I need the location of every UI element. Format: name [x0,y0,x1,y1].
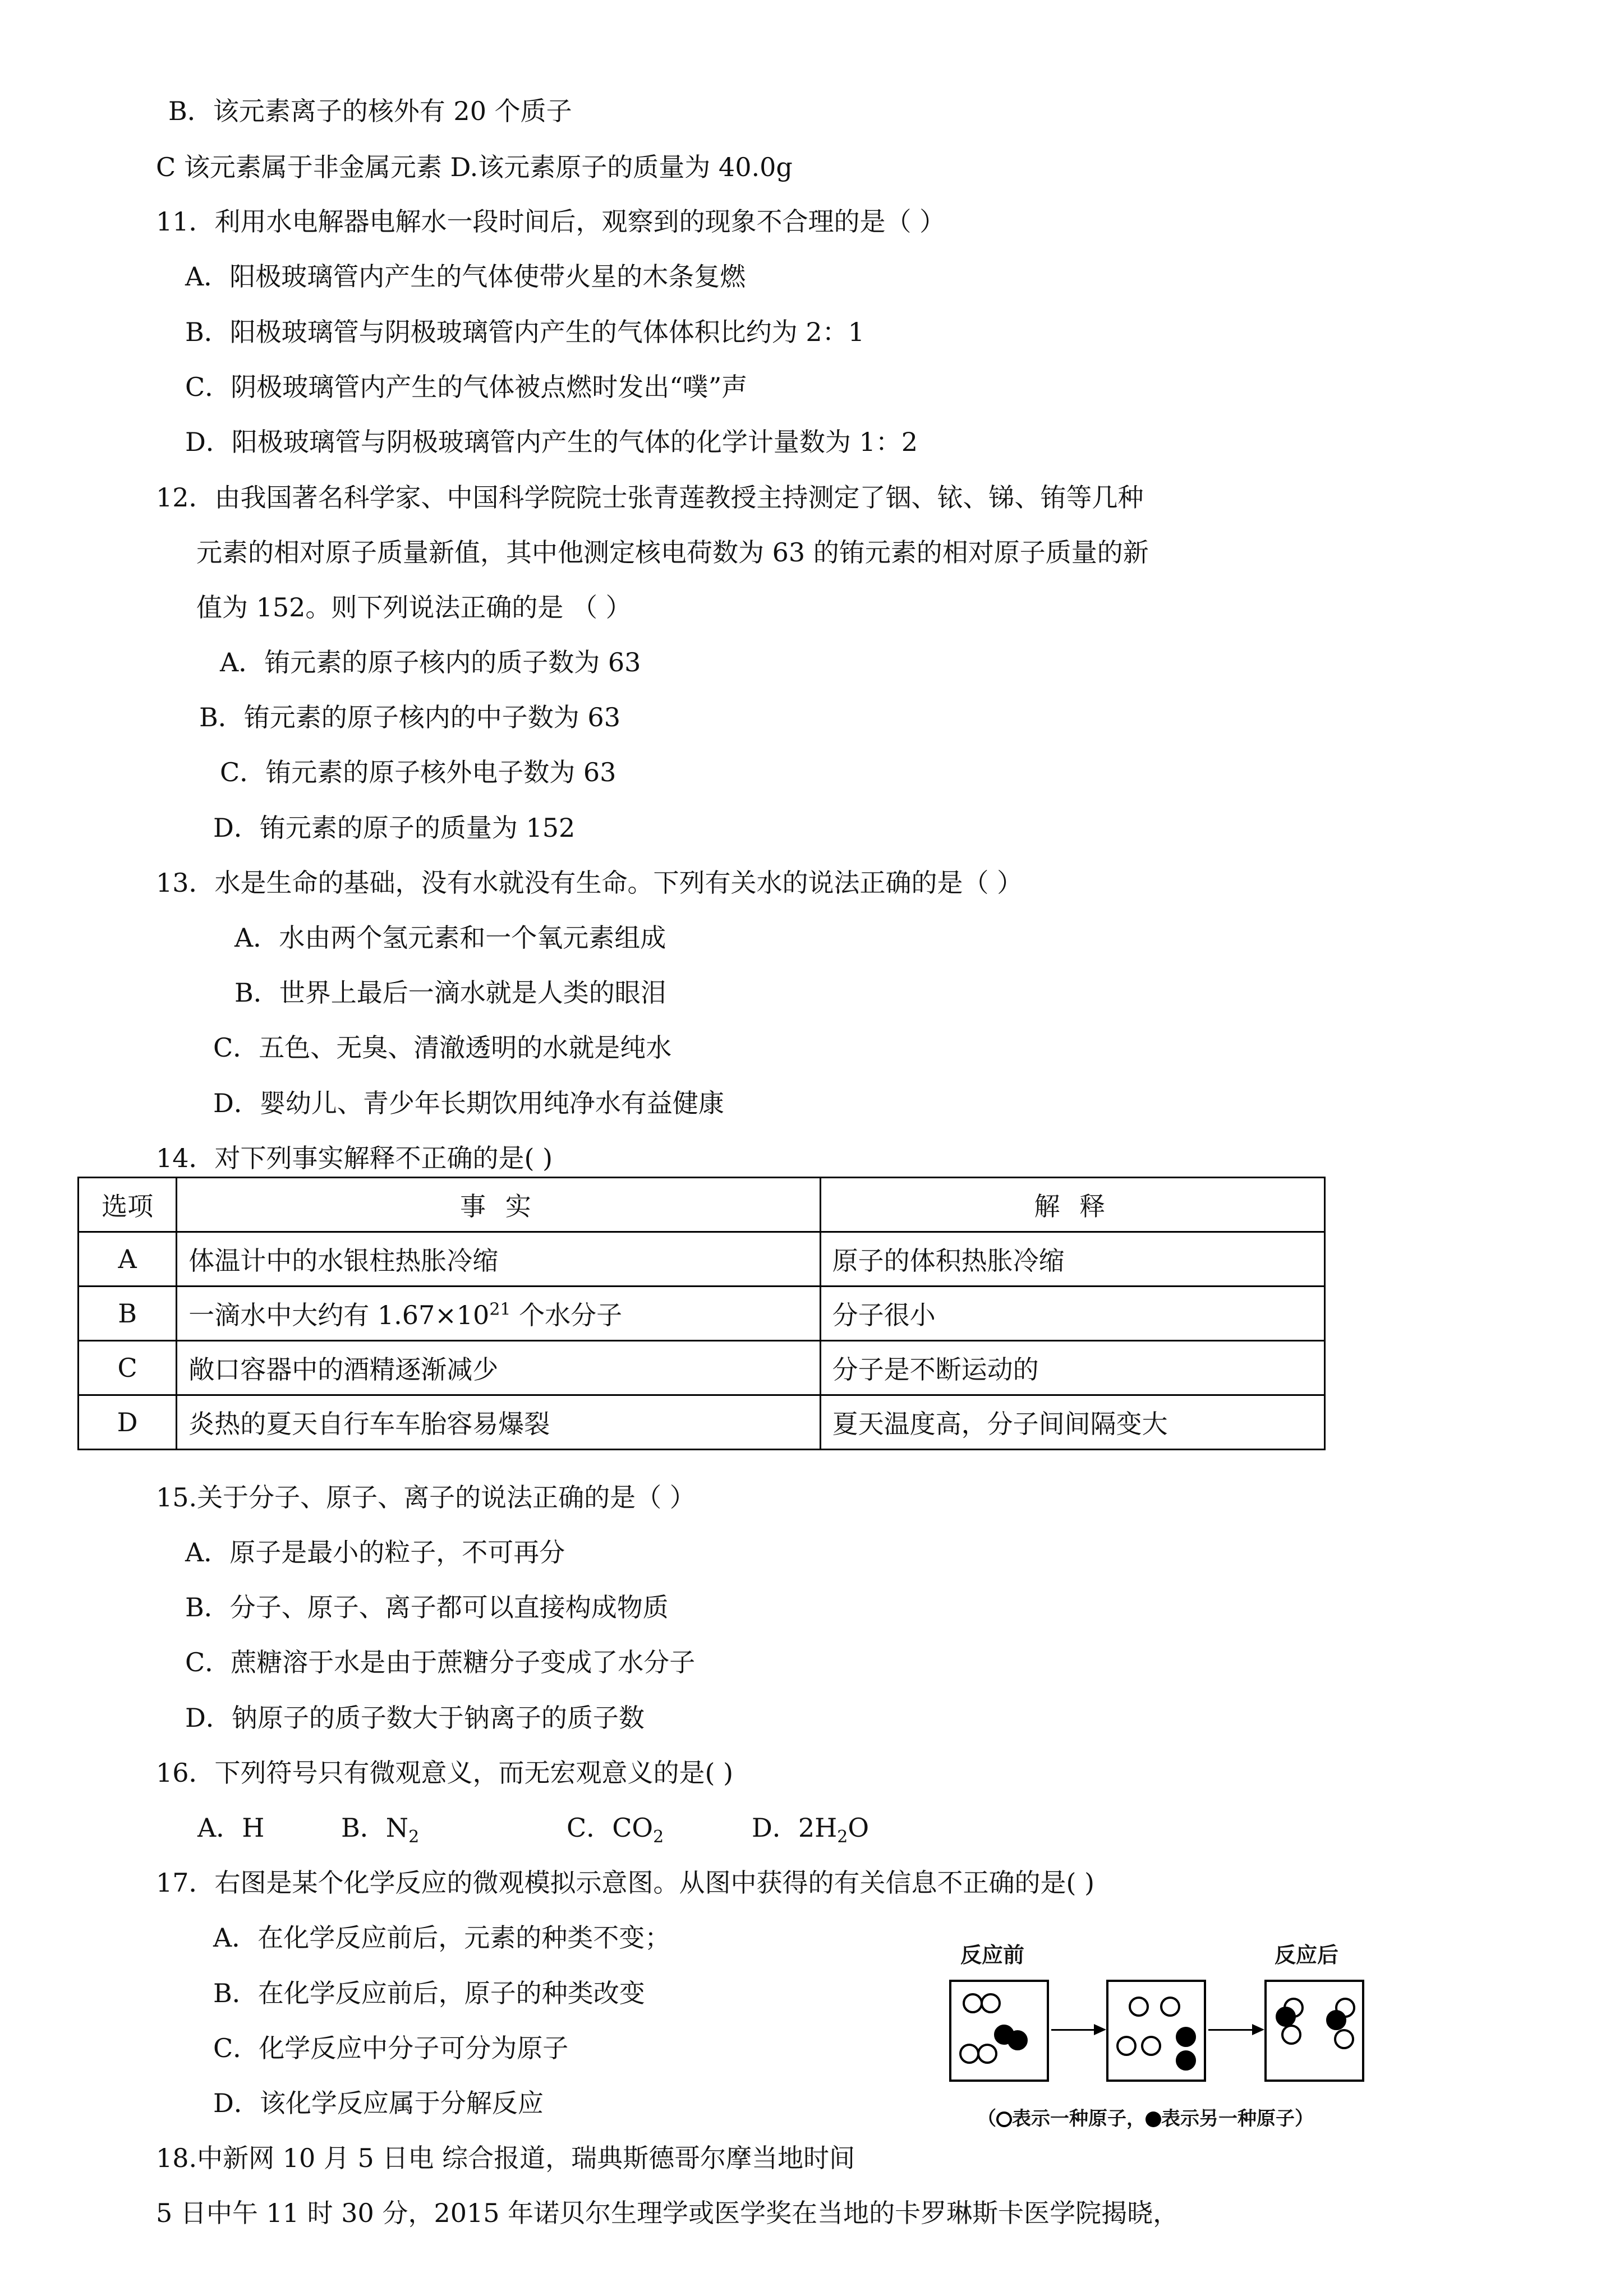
white-atom [1129,1997,1149,2017]
diagram-legend [977,2103,1314,2131]
q12-stem-line1: 12．由我国著名科学家、中国科学院院士张青莲教授主持测定了铟、铱、锑、铕等几种 [156,482,1144,513]
q13-option-a: A．水由两个氢元素和一个氧元素组成 [234,923,666,953]
q16-d-subscript: 2 [837,1827,848,1847]
black-circle-icon [1145,2111,1161,2127]
table-row [79,1287,1325,1341]
q15-option-b: B．分子、原子、离子都可以直接构成物质 [185,1592,669,1622]
q12-stem-line3: 值为 152。则下列说法正确的是 （ ） [196,592,632,623]
q15-option-a: A．原子是最小的粒子，不可再分 [185,1537,565,1567]
white-atom [1334,2029,1354,2049]
white-atom [959,2044,979,2064]
arrow-2-icon [1208,2029,1262,2031]
q17-option-a: A．在化学反应前后，元素的种类不变； [213,1922,671,1953]
black-atom [1326,2010,1346,2030]
q12-option-c: C．铕元素的原子核外电子数为 63 [220,757,617,787]
row-fact [177,1287,820,1341]
black-atom [1176,2027,1196,2047]
box-after [1264,1980,1364,2082]
row-explanation: 分子很小 [820,1287,1324,1341]
q17-stem: 17．右图是某个化学反应的微观模拟示意图。从图中获得的有关信息不正确的是( ) [156,1868,1095,1898]
q15-stem: 15.关于分子、原子、离子的说法正确的是（ ） [156,1482,696,1513]
fact-text-post: 个水分子 [510,1300,623,1330]
row-explanation: 原子的体积热胀冷缩 [820,1232,1324,1287]
legend-open: （ [977,2108,996,2130]
q13-option-c: C．五色、无臭、清澈透明的水就是纯水 [213,1032,672,1063]
q16-d-text-post: O [848,1813,869,1843]
white-atom [1281,2025,1301,2045]
white-circle-icon [996,2111,1012,2127]
row-option: C [79,1341,177,1395]
q17-option-d: D．该化学反应属于分解反应 [213,2088,544,2118]
q13-option-b: B．世界上最后一滴水就是人类的眼泪 [234,978,666,1008]
q13-stem: 13．水是生命的基础，没有水就没有生命。下列有关水的说法正确的是（ ） [156,868,1023,898]
row-option: B [79,1287,177,1341]
q16-stem: 16．下列符号只有微观意义，而无宏观意义的是( ) [156,1758,734,1788]
row-fact: 体温计中的水银柱热胀冷缩 [177,1232,820,1287]
table-row [79,1232,1325,1287]
q10-option-b: B．该元素离子的核外有 20 个质子 [168,96,572,126]
q14-stem: 14．对下列事实解释不正确的是( ) [156,1143,553,1173]
q10-option-cd: C 该元素属于非金属元素 D.该元素原子的质量为 40.0g [156,152,793,182]
row-explanation: 夏天温度高，分子间间隔变大 [820,1395,1324,1450]
box-before [949,1980,1049,2082]
white-atom [1116,2036,1137,2056]
q18-line1: 18.中新网 10 月 5 日电 综合报道，瑞典斯德哥尔摩当地时间 [156,2143,855,2173]
label-before-reaction: 反应前 [960,1943,1025,1967]
black-atom [1176,2050,1196,2071]
q17-option-c: C．化学反应中分子可分为原子 [213,2033,569,2063]
white-atom [1141,2036,1161,2056]
q11-option-d: D．阳极玻璃管与阴极玻璃管内产生的气体的化学计量数为 1：2 [185,427,918,457]
q16-option-b [341,1811,419,1845]
fact-exponent: 21 [489,1299,511,1320]
white-atom [1160,1997,1180,2017]
q11-option-a: A．阳极玻璃管内产生的气体使带火星的木条复燃 [185,261,746,292]
q11-option-b: B．阳极玻璃管与阴极玻璃管内产生的气体体积比约为 2：1 [185,317,864,347]
q16-option-d [752,1811,869,1845]
q12-stem-line2: 元素的相对原子质量新值，其中他测定核电荷数为 63 的铕元素的相对原子质量的新 [196,537,1149,568]
black-atom [1007,2030,1028,2050]
q11-option-c: C．阴极玻璃管内产生的气体被点燃时发出“噗”声 [185,372,748,402]
q12-option-a: A．铕元素的原子核内的质子数为 63 [220,647,641,677]
white-atom [981,1993,1001,2013]
facts-table [77,1177,1326,1450]
header-fact: 事 实 [177,1178,820,1232]
label-after-reaction: 反应后 [1275,1943,1339,1967]
white-atom [963,1993,983,2013]
q11-stem: 11．利用水电解器电解水一段时间后，观察到的现象不合理的是（ ） [156,206,946,237]
q18-line2: 5 日中午 11 时 30 分，2015 年诺贝尔生理学或医学奖在当地的卡罗琳斯卡医学院揭晓， [156,2198,1179,2228]
row-fact: 炎热的夏天自行车车胎容易爆裂 [177,1395,820,1450]
header-option: 选项 [79,1178,177,1232]
q17-option-b: B．在化学反应前后，原子的种类改变 [213,1978,645,2008]
q16-b-subscript: 2 [408,1827,420,1847]
q15-option-d: D．钠原子的质子数大于钠离子的质子数 [185,1703,645,1733]
row-option: A [79,1232,177,1287]
fact-text-pre: 一滴水中大约有 1.67×10 [188,1300,490,1330]
table-row [79,1395,1325,1450]
header-explanation: 解 释 [820,1178,1324,1232]
q16-c-text: C．CO [567,1813,654,1843]
q12-option-d: D．铕元素的原子的质量为 152 [213,813,576,843]
q15-option-c: C．蔗糖溶于水是由于蔗糖分子变成了水分子 [185,1647,696,1677]
q16-c-subscript: 2 [653,1827,664,1847]
q16-b-text: B．N [341,1813,409,1843]
table-row [79,1341,1325,1395]
q16-d-text: D．2H [752,1813,838,1843]
white-atom [977,2044,997,2064]
row-option: D [79,1395,177,1450]
q16-option-a: A．H [197,1813,265,1843]
row-explanation: 分子是不断运动的 [820,1341,1324,1395]
q12-option-b: B．铕元素的原子核内的中子数为 63 [199,702,620,732]
box-middle [1106,1980,1206,2082]
arrow-1-icon [1051,2029,1104,2031]
black-atom [1276,2007,1296,2027]
table-header-row [79,1178,1325,1232]
legend-black-text: 表示另一种原子） [1161,2108,1314,2130]
q13-option-d: D．婴幼儿、青少年长期饮用纯净水有益健康 [213,1088,724,1118]
q16-option-c [567,1811,664,1845]
legend-white-text: 表示一种原子， [1012,2108,1145,2130]
row-fact: 敞口容器中的酒精逐渐减少 [177,1341,820,1395]
